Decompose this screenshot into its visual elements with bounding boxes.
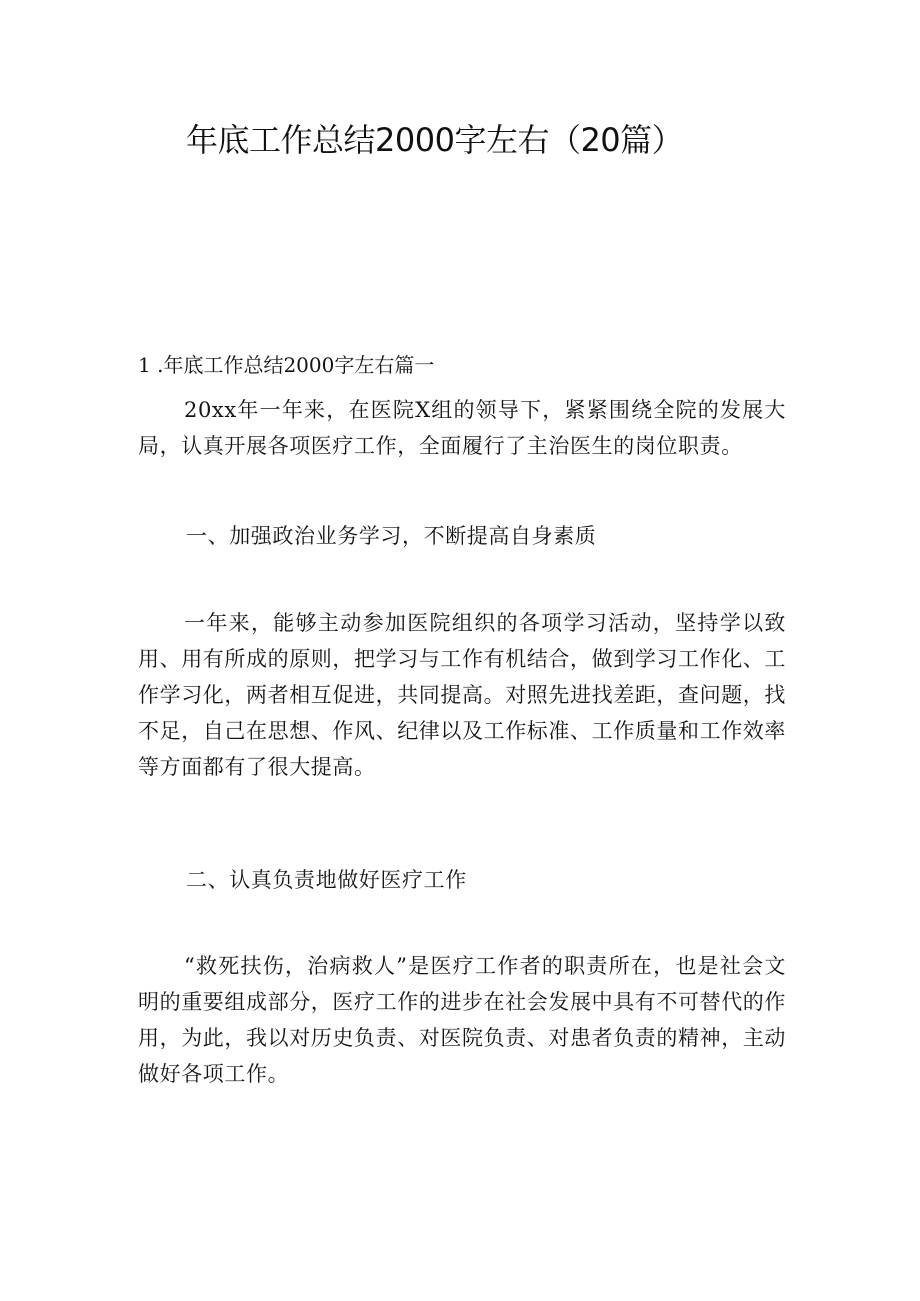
paragraph-intro: 20xx年一年来，在医院X组的领导下，紧紧围绕全院的发展大局，认真开展各项医疗工作，全面履行了主治医生的岗位职责。 [138, 398, 786, 458]
subheading-medical-work: 二、认真负责地做好医疗工作 [186, 868, 467, 892]
document-title: 年底工作总结2000字左右（20篇） [186, 121, 684, 159]
paragraph-medical-work: “救死扶伤，治病救人”是医疗工作者的职责所在，也是社会文明的重要组成部分，医疗工作的进步在社会发展中具有不可替代的作用，为此，我以对历史负责、对医院负责、对患者负责的精神，主动做好各项工作。 [138, 954, 786, 1086]
subheading-study: 一、加强政治业务学习，不断提高自身素质 [186, 524, 597, 548]
paragraph-study: 一年来，能够主动参加医院组织的各项学习活动，坚持学以致用、用有所成的原则，把学习与工作有机结合，做到学习工作化、工作学习化，两者相互促进，共同提高。对照先进找差距，查问题，找不足，自己在思想、作风、纪律以及工作标准、工作质量和工作效率等方面都有了很大提高。 [138, 611, 786, 779]
section-heading: 1 .年底工作总结2000字左右篇一 [138, 353, 435, 377]
